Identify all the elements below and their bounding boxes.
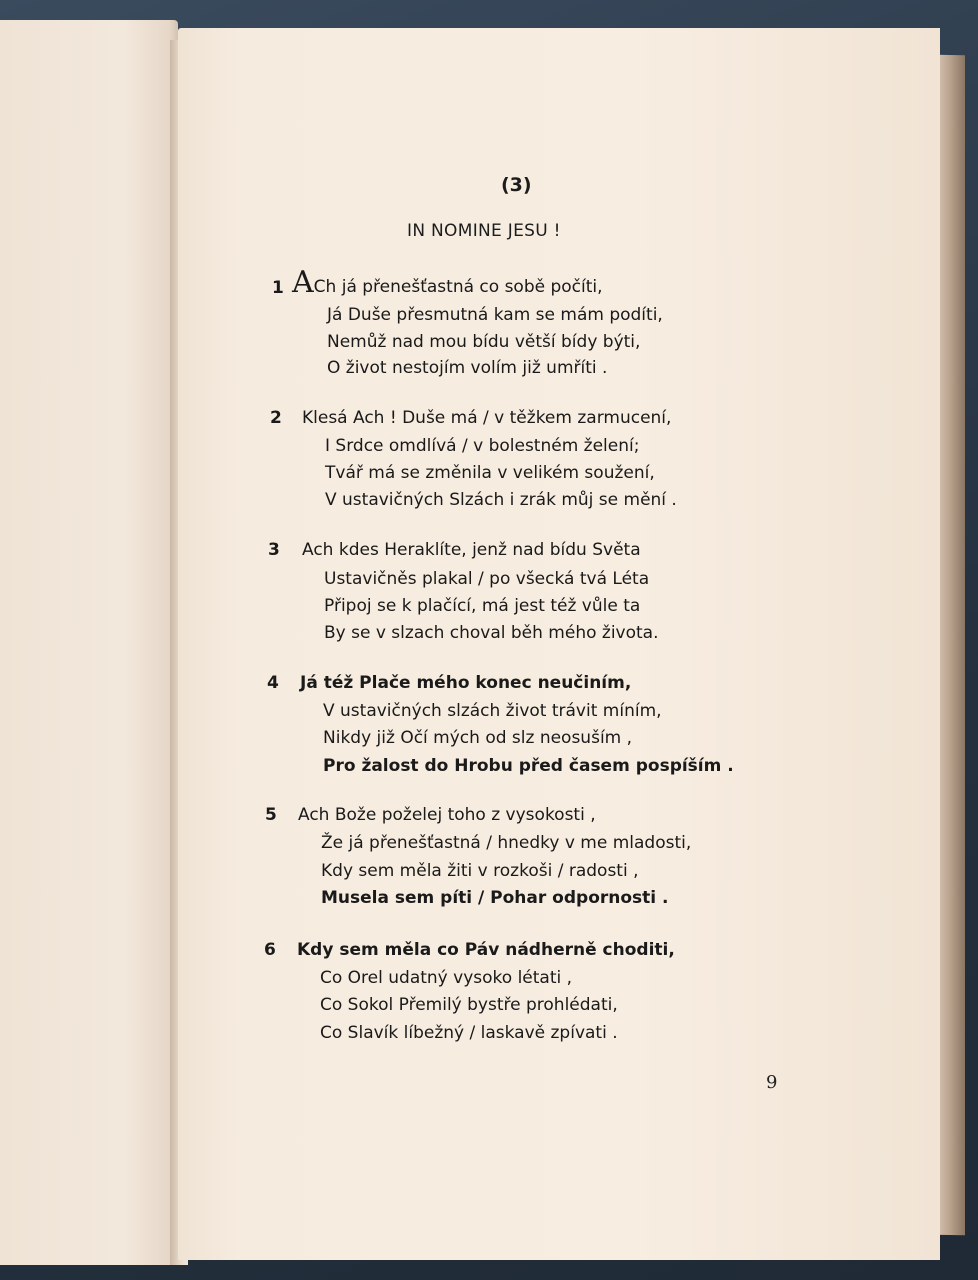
stanza-number: 2 [270,408,282,428]
stanza-line: Ach kdes Heraklíte, jenž nad bídu Světa [302,540,641,560]
stanza-line: Nikdy již Očí mých od slz neosuším , [323,728,633,748]
stanza-line: V ustavičných Slzách i zrák můj se mění . [325,490,677,510]
stanza-line: Kdy sem měla žiti v rozkoši / radosti , [321,861,639,881]
stanza-line: I Srdce omdlívá / v bolestném želení; [325,436,640,456]
stanza-number: 1 [272,278,284,298]
stanza-line: Kdy sem měla co Páv nádherně choditi, [297,940,675,960]
stanza-line: Ach Bože poželej toho z vysokosti , [298,805,596,825]
stanza-line: By se v slzach choval běh mého života. [324,623,659,643]
stanza-line: Co Orel udatný vysoko létati , [320,968,573,988]
stanza-line: Já Duše přesmutná kam se mám podíti, [327,305,663,325]
stanza-number: 5 [265,805,277,825]
stanza-line: Klesá Ach ! Duše má / v těžkem zarmucení, [302,408,672,428]
stanza-line-text: Ch já přenešťastná co sobě počíti, [313,277,603,297]
stanza-number: 6 [264,940,276,960]
drop-cap: A [292,265,314,300]
stanza-line: Ustavičněs plakal / po všecká tvá Léta [324,569,650,589]
stanza-line: Co Slavík líbežný / laskavě zpívati . [320,1023,618,1043]
stanza-line: O život nestojím volím již umříti . [327,358,608,378]
stanza-line: Že já přenešťastná / hnedky v me mladosti, [321,833,692,853]
page-marker: (3) [501,174,532,196]
page-number: 9 [766,1072,778,1093]
page-heading: IN NOMINE JESU ! [407,221,561,241]
stanza-line: V ustavičných slzách život trávit míním, [323,701,662,721]
stanza-line: Já též Plače mého konec neučiním, [300,673,632,693]
stanza-line: Musela sem píti / Pohar odpornosti . [321,888,669,908]
stanza-line: Tvář má se změnila v velikém soužení, [325,463,655,483]
stanza-line: Pro žalost do Hrobu před časem pospíším . [323,756,734,776]
stanza-number: 4 [267,673,279,693]
stanza-line: Nemůž nad mou bídu větší bídy býti, [327,332,641,352]
stanza-line: Připoj se k plačící, má jest též vůle ta [324,596,641,616]
stanza-line [292,265,603,300]
stanza-number: 3 [268,540,280,560]
stanza-line: Co Sokol Přemilý bystře prohlédati, [320,995,618,1015]
